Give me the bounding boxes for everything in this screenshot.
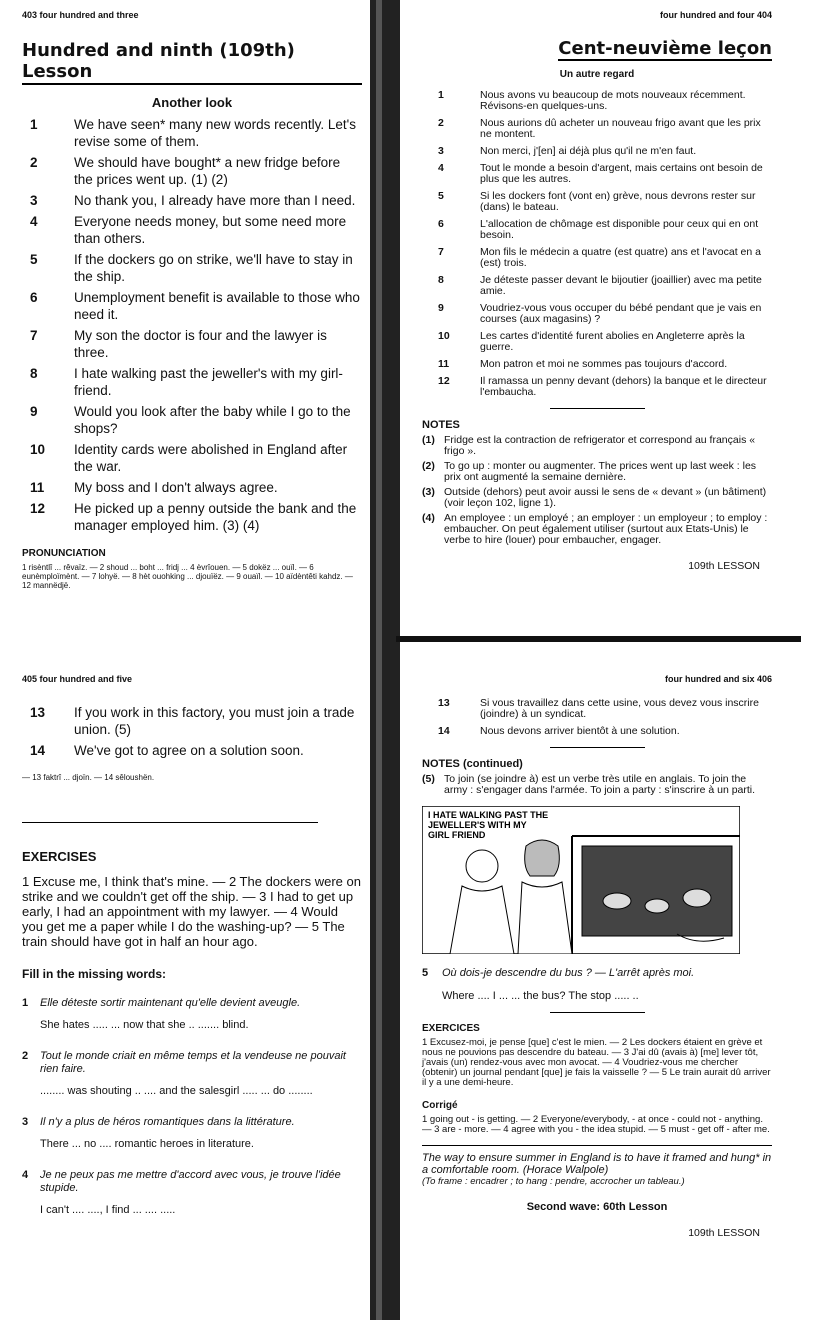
divider (550, 1012, 645, 1013)
line-text: If you work in this factory, you must join a trade union. (5) (74, 705, 355, 737)
cartoon-caption-1: I HATE WALKING PAST THE (428, 810, 549, 820)
dialogue-line (22, 479, 362, 496)
dialogue-line (422, 163, 772, 185)
line-text: Les cartes d'identité furent abolies en Angleterre après la guerre. (480, 330, 745, 353)
line-number: 10 (30, 442, 46, 457)
line-number: 12 (30, 501, 46, 516)
dialogue-line (22, 327, 362, 361)
note-number: (3) (422, 486, 435, 498)
lesson-subtitle: Un autre regard (559, 69, 635, 80)
fill-prompt: Elle déteste sortir maintenant qu'elle devient aveugle. (40, 997, 301, 1009)
note (422, 487, 772, 509)
line-text: He picked up a penny outside the bank and the manager employed him. (3) (4) (74, 501, 357, 533)
dialogue-5-answer: Where .... I ... ... the bus? The stop ..... .. (442, 990, 639, 1002)
quote: The way to ensure summer in England is to have it framed and hung* in a comfortable room. (Horace Walpole) (422, 1145, 772, 1176)
line-text: Nous avons vu beaucoup de mots nouveaux récemment. Révisons-en quelques-uns. (480, 89, 746, 112)
french-translation (422, 698, 772, 737)
line-number: 8 (438, 274, 444, 286)
line-number: 6 (438, 218, 444, 230)
cartoon-caption-3: GIRL FRIEND (428, 830, 486, 840)
line-number: 3 (438, 145, 444, 157)
fill-prompt: Tout le monde criait en même temps et la vendeuse ne pouvait rien faire. (40, 1050, 346, 1075)
line-number: 10 (438, 330, 450, 342)
pronunciation-text: — 13 faktrî ... djoïn. — 14 sêloushën. (22, 773, 155, 782)
line-number: 14 (30, 743, 46, 758)
note-number: (4) (422, 512, 435, 524)
dialogue-line (22, 192, 362, 209)
dialogue-line (422, 359, 772, 370)
dialogue-line (22, 213, 362, 247)
folio: 405 four hundred and five (22, 674, 133, 684)
note-text: Fridge est la contraction de refrigerator et correspond au français « frigo ». (444, 434, 756, 457)
exercices-title: EXERCICES (422, 1023, 480, 1034)
line-text: Si vous travaillez dans cette usine, vous devez vous inscrire (joindre) à un syndicat. (480, 697, 759, 720)
line-text: Il ramassa un penny devant (dehors) la banque et le directeur l'embaucha. (480, 375, 767, 398)
cartoon-illustration (422, 806, 740, 954)
line-text: We have seen* many new words recently. Let's revise some of them. (74, 117, 356, 149)
lesson-subtitle: Another look (151, 95, 233, 110)
quote-note: (To frame : encadrer ; to hang : pendre, accrocher un tableau.) (422, 1176, 685, 1187)
line-number: 5 (438, 190, 444, 202)
fill-question (22, 997, 362, 1010)
english-dialogue (22, 704, 362, 759)
note (422, 435, 772, 457)
line-text: Si les dockers font (vont en) grève, nous devrons rester sur (dans) le bateau. (480, 190, 756, 213)
lesson-title: Hundred and ninth (109th) Lesson (22, 40, 362, 85)
fill-item (22, 1116, 362, 1151)
line-number: 11 (438, 358, 450, 370)
dialogue-line (422, 698, 772, 720)
line-text: Voudriez-vous vous occuper du bébé pendant que je vais en courses (aux magasins) ? (480, 302, 762, 325)
english-dialogue (22, 116, 362, 534)
line-text: Unemployment benefit is available to those who need it. (74, 290, 360, 322)
page-403 (0, 0, 376, 640)
fill-question (22, 1169, 362, 1195)
line-number: 5 (30, 252, 38, 267)
divider (22, 822, 318, 823)
line-text: Mon fils le médecin a quatre (est quatre) ans et l'avocat en a (est) trois. (480, 246, 761, 269)
divider (550, 408, 645, 409)
line-number: 4 (438, 162, 444, 174)
page-405 (0, 660, 376, 1320)
line-text: Je déteste passer devant le bijoutier (joaillier) avec ma petite amie. (480, 274, 762, 297)
line-text: Would you look after the baby while I go to the shops? (74, 404, 351, 436)
lesson-footer: 109th LESSON (688, 1227, 760, 1239)
line-number: 9 (30, 404, 38, 419)
dialogue-line (422, 331, 772, 353)
corrige-text: 1 going out - is getting. — 2 Everyone/everybody, - at once - could not - anything. — 3 are - more. — 4 agree with you - the idea stupid. — 5 must - get off - after me. (422, 1114, 770, 1135)
line-number: 11 (30, 480, 45, 495)
line-text: Mon patron et moi ne sommes pas toujours d'accord. (480, 358, 728, 370)
dialogue-line (22, 742, 362, 759)
line-number: 2 (438, 117, 444, 129)
dialogue-line (22, 403, 362, 437)
line-text: We should have bought* a new fridge before the prices went up. (1) (2) (74, 155, 341, 187)
notes-list (422, 435, 772, 546)
fill-item (22, 1169, 362, 1217)
cartoon-caption-2: JEWELLER'S WITH MY (428, 820, 527, 830)
corrige-title: Corrigé (422, 1100, 458, 1111)
line-number: 9 (438, 302, 444, 314)
line-number: 4 (30, 214, 38, 229)
fill-number: 2 (22, 1050, 29, 1062)
line-text: No thank you, I already have more than I need. (74, 193, 356, 208)
folio: 403 four hundred and three (22, 10, 139, 20)
dialogue-line (22, 365, 362, 399)
pronunciation-text: 1 risèntlî ... rêvaïz. — 2 shoud ... boht ... fridj ... 4 èvrîouen. — 5 dokëz ... ouïl. — 6 eunèmploïmènt. — 7 lohyë. — 8 hèt ouohking ... djouïëz. — 9 ouaïl. — 10 aïdèntêti kahdz. — 12 mannëdjë. (22, 563, 353, 590)
line-number: 13 (30, 705, 46, 720)
dialogue-line (422, 376, 772, 398)
fill-question (22, 1050, 362, 1076)
fill-number: 4 (22, 1169, 29, 1181)
dialogue-line (22, 289, 362, 323)
line-text: Everyone needs money, but some need more than others. (74, 214, 347, 246)
fill-number: 3 (22, 1116, 29, 1128)
french-translation (422, 90, 772, 398)
fill-answer-line: She hates ..... ... now that she .. ....... blind. (40, 1019, 249, 1031)
fill-item (22, 997, 362, 1032)
line-number: 7 (30, 328, 38, 343)
dialogue-line (22, 154, 362, 188)
fill-number: 1 (22, 997, 29, 1009)
fill-question (22, 1116, 362, 1129)
dialogue-line (422, 118, 772, 140)
line-text: Tout le monde a besoin d'argent, mais certains ont besoin de plus que les autres. (480, 162, 763, 185)
dialogue-line (422, 303, 772, 325)
line-text: Non merci, j'[en] ai déjà plus qu'il ne m'en faut. (480, 145, 697, 157)
line-text: Nous devons arriver bientôt à une solution. (480, 725, 680, 737)
folio: four hundred and four 404 (659, 10, 772, 20)
exercises-title: EXERCISES (22, 849, 97, 864)
dialogue-line (22, 116, 362, 150)
note-number: (2) (422, 460, 435, 472)
line-text: L'allocation de chômage est disponible pour ceux qui en ont besoin. (480, 218, 759, 241)
line-text: Nous aurions dû acheter un nouveau frigo avant que les prix ne montent. (480, 117, 761, 140)
notes-title: NOTES (422, 419, 460, 431)
note-number: (1) (422, 434, 435, 446)
lesson-footer: 109th LESSON (688, 560, 760, 572)
line-text: My boss and I don't always agree. (74, 480, 278, 495)
lesson-title: Cent-neuvième leçon (558, 38, 772, 59)
line-text: If the dockers go on strike, we'll have to stay in the ship. (74, 252, 353, 284)
fill-answer-line: I can't .... ...., I find ... .... ..... (40, 1204, 176, 1216)
page-406 (396, 660, 820, 1320)
second-wave: Second wave: 60th Lesson (526, 1201, 668, 1213)
dialogue-line (422, 146, 772, 157)
dialogue-line (422, 191, 772, 213)
exercises-text: 1 Excuse me, I think that's mine. — 2 The dockers were on strike and we couldn't get off the ship. — 3 I had to get up early, I had an appointment with my lawyer. — 4 Would you get me a paper while I do the washing-up? — 5 The train should have got in half an hour ago. (22, 874, 361, 949)
line-text: My son the doctor is four and the lawyer is three. (74, 328, 327, 360)
dialogue-line (22, 251, 362, 285)
dialogue-line (422, 247, 772, 269)
notes-title: NOTES (continued) (422, 758, 523, 770)
note-text: Outside (dehors) peut avoir aussi le sens de « devant » (un bâtiment) (voir leçon 102, ligne 1). (444, 486, 767, 509)
line-number: 1 (438, 89, 444, 101)
note (422, 461, 772, 483)
exercices-text: 1 Excusez-moi, je pense [que] c'est le mien. — 2 Les dockers étaient en grève et nous ne pouvions pas descendre du bateau. — 3 J'ai dû (avais à) [me] lever tôt, j'avais (un) rendez-vous avec mon avocat. — 4 Voudriez-vous me chercher (obtenir) un journal pendant [que] je fais la vaisselle ? — 5 Le train aurait dû arriver il y a une demi-heure. (422, 1037, 771, 1088)
line-number: 2 (30, 155, 38, 170)
fill-title: Fill in the missing words: (22, 967, 167, 981)
fill-prompt: Je ne peux pas me mettre d'accord avec vous, je trouve l'idée stupide. (40, 1169, 341, 1194)
note-5: (5) To join (se joindre à) est un verbe très utile en anglais. To join the army : s'engager dans l'armée. To join a party : s'inscrire à un parti. (422, 773, 756, 796)
divider (550, 747, 645, 748)
line-number: 13 (438, 697, 450, 709)
line-number: 12 (438, 375, 450, 387)
line-text: We've got to agree on a solution soon. (74, 743, 304, 758)
line-number: 1 (30, 117, 38, 132)
line-text: Identity cards were abolished in England after the war. (74, 442, 348, 474)
pronunciation-title: PRONUNCIATION (22, 548, 106, 559)
fill-answer-line: There ... no .... romantic heroes in literature. (40, 1138, 254, 1150)
note (422, 513, 772, 546)
line-text: I hate walking past the jeweller's with my girl-friend. (74, 366, 343, 398)
line-number: 6 (30, 290, 38, 305)
line-number: 8 (30, 366, 38, 381)
dialogue-line (422, 90, 772, 112)
line-number: 3 (30, 193, 38, 208)
dialogue-line (22, 704, 362, 738)
fill-item (22, 1050, 362, 1098)
dialogue-line (422, 275, 772, 297)
fill-answer-line: ........ was shouting .. .... and the salesgirl ..... ... do ........ (40, 1085, 313, 1097)
folio: four hundred and six 406 (664, 674, 772, 684)
note-text: An employee : un employé ; an employer : un employeur ; to employ : embaucher. On peut également utiliser (surtout aux Etats-Unis) le verbe to hire (louer) pour embaucher, engager. (444, 512, 768, 546)
dialogue-5: 5 Où dois-je descendre du bus ? — L'arrêt après moi. (422, 967, 695, 979)
fill-exercise-list (22, 997, 362, 1217)
line-number: 14 (438, 725, 450, 737)
fill-prompt: Il n'y a plus de héros romantiques dans la littérature. (40, 1116, 295, 1128)
dialogue-line (422, 219, 772, 241)
note-text: To go up : monter ou augmenter. The prices went up last week : les prix ont augmenté la semaine dernière. (444, 460, 757, 483)
dialogue-line (22, 441, 362, 475)
page-404 (396, 0, 820, 640)
dialogue-line (22, 500, 362, 534)
line-number: 7 (438, 246, 444, 258)
dialogue-line (422, 726, 772, 737)
